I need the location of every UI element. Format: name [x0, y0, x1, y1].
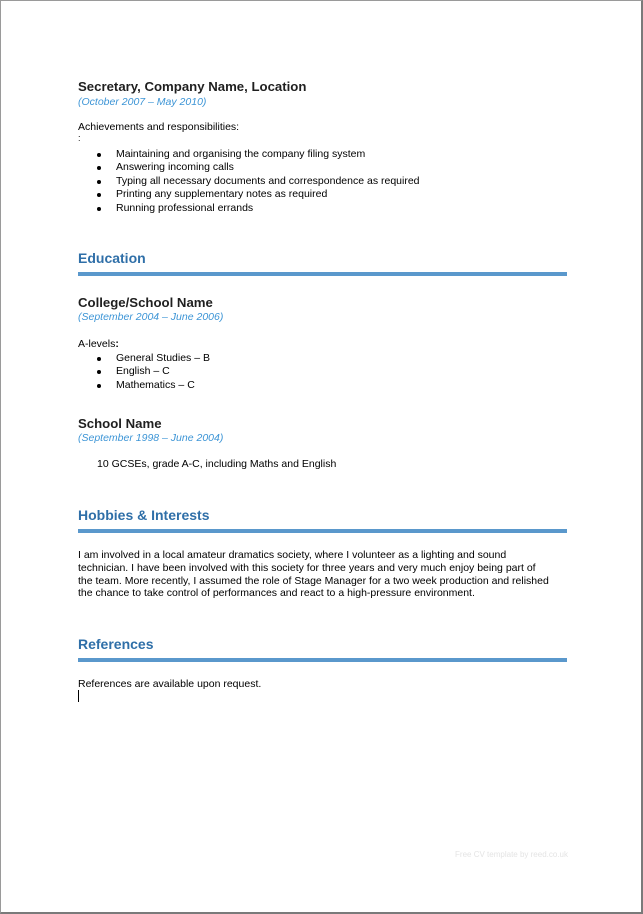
list-item: Mathematics – C — [78, 379, 210, 392]
hobbies-heading: Hobbies & Interests — [78, 507, 210, 523]
stray-colon: : — [78, 133, 81, 143]
paragraph-line: technician. I have been involved with this society for three years and very much enjoy being part of — [78, 561, 536, 574]
references-divider — [78, 658, 567, 662]
college-dates: (September 2004 – June 2006) — [78, 311, 224, 323]
job-dates: (October 2007 – May 2010) — [78, 96, 207, 108]
gcse-detail: 10 GCSEs, grade A-C, including Maths and English — [97, 458, 337, 470]
education-divider — [78, 272, 567, 276]
a-levels-colon: : — [115, 338, 119, 350]
list-item: Maintaining and organising the company filing system — [78, 148, 420, 161]
a-levels-label — [78, 338, 119, 350]
references-heading: References — [78, 636, 154, 652]
school-dates: (September 1998 – June 2004) — [78, 432, 224, 444]
references-text[interactable]: References are available upon request. — [78, 678, 262, 690]
list-item: Answering incoming calls — [78, 161, 420, 174]
college-name: College/School Name — [78, 295, 213, 310]
job-title: Secretary, Company Name, Location — [78, 79, 307, 94]
hobbies-divider — [78, 529, 567, 533]
footer-note: Free CV template by reed.co.uk — [455, 850, 568, 859]
list-item: Typing all necessary documents and correspondence as required — [78, 175, 420, 188]
a-level-grades-list — [78, 352, 210, 392]
list-item: Running professional errands — [78, 202, 420, 215]
education-heading: Education — [78, 250, 146, 266]
hobbies-paragraph — [78, 549, 567, 600]
paragraph-line: I am involved in a local amateur dramatics society, where I volunteer as a lighting and sound — [78, 549, 507, 561]
responsibilities-list — [78, 148, 420, 215]
a-levels-text: A-levels — [78, 338, 116, 350]
paragraph-line: the chance to take control of performances and react to a high-pressure environment. — [78, 587, 475, 600]
achievements-intro: Achievements and responsibilities: — [78, 121, 240, 133]
list-item: English – C — [78, 365, 210, 378]
text-cursor — [78, 690, 79, 702]
list-item: General Studies – B — [78, 352, 210, 365]
school-name: School Name — [78, 416, 162, 431]
list-item: Printing any supplementary notes as required — [78, 188, 420, 201]
paragraph-line: the team. More recently, I assumed the role of Stage Manager for a two week production and relished — [78, 574, 549, 587]
